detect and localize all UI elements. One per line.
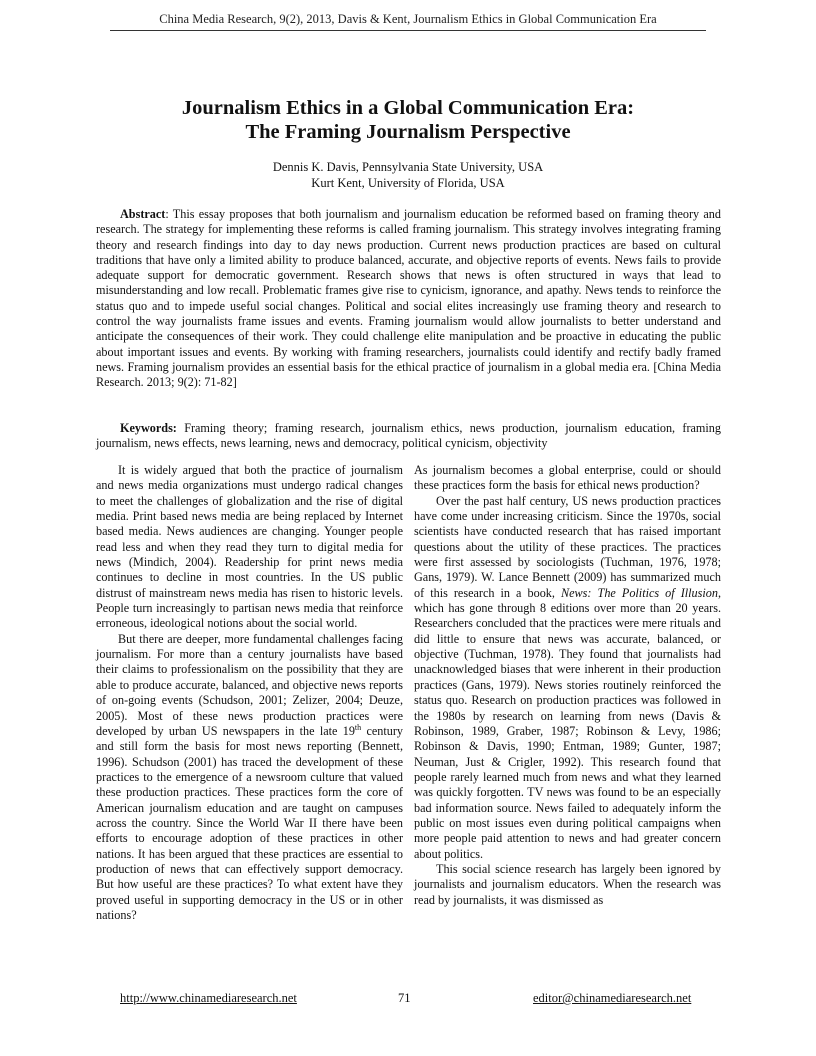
body-paragraph: It is widely argued that both the practice of journalism and news media organizations must undergo radical changes to meet the challenges of globalization and the rise of digital media. Print based news media are being replaced by Internet based media. News audiences are changing. Younger people read less and when they read they turn to digital media for news (Mindich, 2004). Readership for print news media continues to decline in most countries. In the US public distrust of mainstream news media has risen to historic levels. People turn increasingly to partisan news media that reinforce erroneous, ideological notions about the social world. xyxy=(96,463,403,631)
superscript: th xyxy=(354,722,362,732)
email-link[interactable]: editor@chinamediaresearch.net xyxy=(533,991,692,1005)
book-title: News: The Politics of Illusion xyxy=(561,585,718,600)
body-paragraph: This social science research has largely been ignored by journalists and journalism educators. When the research was read by journalists, it was dismissed as xyxy=(414,861,721,907)
body-column-left xyxy=(96,463,403,923)
abstract xyxy=(96,207,721,391)
keywords xyxy=(96,421,721,452)
author-2: Kurt Kent, University of Florida, USA xyxy=(311,175,505,190)
keywords-text: Framing theory; framing research, journalism ethics, news production, journalism education, framing journalism, news effects, news learning, news and democracy, political cynicism, objectivity xyxy=(96,421,721,451)
body-paragraph: But there are deeper, more fundamental challenges facing journalism. For more than a century journalists have based their claims to professionalism on the possibility that they are able to produce accurate, balanced, and objective news reports of on-going events (Schudson, 2001; Zelizer, 2004; Deuze, 2005). Most of these news production practices were developed by urban US newspapers in the late 19th century and still form the basis for most news reporting (Bennett, 1996). Schudson (2001) has traced the development of these practices to the emergence of a newsroom culture that valued these production practices. These practices form the core of American journalism education and are taught on campuses across the country. Since the World War II there have been efforts to encourage adoption of these practices in other nations. It has been argued that these practices are essential to production of news that can effectively support democracy. But how useful are these practices? To what extent have they proved useful in supporting democracy in the US or in other nations? xyxy=(96,631,403,922)
keywords-label: Keywords: xyxy=(120,421,177,435)
page-number: 71 xyxy=(398,991,411,1005)
title-line-1: Journalism Ethics in a Global Communication Era: xyxy=(181,97,635,119)
body-paragraph: Over the past half century, US news production practices have come under increasing criticism. Since the 1970s, social scientists have conducted research that has raised important questions about the utility of these practices. The practices were first assessed by sociologists (Tuchman, 1976, 1978; Gans, 1979). W. Lance Bennett (2009) has summarized much of this research in a book, News: The Politics of Illusion, which has gone through 8 editions over more than 20 years. Researchers concluded that the practices were mere rituals and did little to ensure that news was accurate, balanced, or objective (Tuchman, 1978). They found that journalists had unacknowledged biases that were inherent in their production practices (Gans, 1979). News stories routinely reinforced the status quo. Research on production practices was followed in the 1980s by research on learning from news (Davis & Robinson, 1989, Graber, 1987; Robinson & Levy, 1986; Robinson & Davis, 1990; Entman, 1989; Gunter, 1987; Neuman, Just & Crigler, 1992). This research found that people rarely learned much from news and what they learned was quickly forgotten. TV news was found to be an especially bad information source. News failed to adequately inform the public on most issues even during political campaigns when more people paid attention to news and had greater concern about politics. xyxy=(414,493,721,861)
body-paragraph: As journalism becomes a global enterprise, could or should these practices form the basis for ethical news production? xyxy=(414,463,721,493)
running-header: China Media Research, 9(2), 2013, Davis & Kent, Journalism Ethics in Global Communication Era xyxy=(110,12,706,31)
body-column-right xyxy=(414,463,721,908)
author-list xyxy=(80,160,736,191)
abstract-label: Abstract xyxy=(120,207,166,221)
abstract-text: : This essay proposes that both journalism and journalism education be reformed based on framing theory and research. The strategy for implementing these reforms is called framing journalism. This strategy involves integrating framing theory and research findings into day to day news production. Current news production practices are based on cultural traditions that have only a limited ability to produce balanced, accurate, and objective reports of events. News fails to provide adequate support for democratic government. Research shows that news is often structured in ways that lead to misunderstanding and low recall. Problematic frames give rise to cynicism, ignorance, and apathy. News tends to reinforce the status quo and to impede useful social changes. Political and social elites increasingly use framing theory and research to control the way journalists frame issues and events. Framing journalism would allow journalists to better understand and anticipate the consequences of their work. They could challenge elite manipulation and be proactive in educating the public about important issues and events. By working with framing researchers, journalists could identify and rectify badly framed news. Framing journalism provides an essential basis for the ethical practice of journalism in a global media era. [China Media Research. 2013; 9(2): 71-82] xyxy=(96,207,721,390)
article-title xyxy=(80,96,736,144)
author-1: Dennis K. Davis, Pennsylvania State University, USA xyxy=(272,160,544,174)
website-link[interactable]: http://www.chinamediaresearch.net xyxy=(120,991,297,1005)
title-line-2: The Framing Journalism Perspective xyxy=(245,121,571,143)
